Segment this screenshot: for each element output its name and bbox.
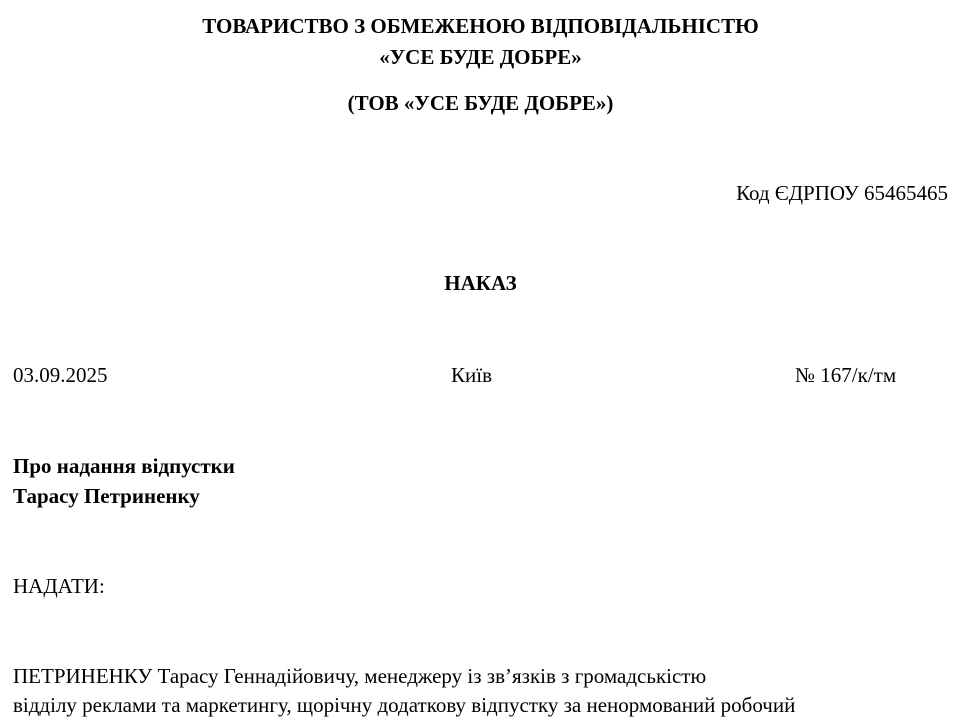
document-meta-row (0, 360, 961, 391)
document-date: 03.09.2025 (13, 363, 108, 387)
subject-line-2: Тарасу Петриненку (13, 484, 200, 508)
body-line-1: ПЕТРИНЕНКУ Тарасу Геннадійовичу, менеджеру із зв’язків з громадськістю (13, 664, 707, 688)
document-body (13, 662, 795, 720)
directive-heading: НАДАТИ: (13, 574, 105, 598)
document-city: Київ (451, 363, 492, 387)
organization-full-name-line2: «УСЕ БУДЕ ДОБРЕ» (379, 45, 582, 69)
edrpou-code: Код ЄДРПОУ 65465465 (736, 181, 948, 205)
document-subject (13, 451, 235, 511)
organization-short-name: (ТОВ «УСЕ БУДЕ ДОБРЕ») (347, 91, 614, 115)
document-number: № 167/к/тм (795, 363, 897, 387)
document-type-title: НАКАЗ (444, 271, 517, 295)
organization-full-name-line1: ТОВАРИСТВО З ОБМЕЖЕНОЮ ВІДПОВІДАЛЬНІСТЮ (202, 14, 759, 38)
subject-line-1: Про надання відпустки (13, 454, 235, 478)
body-line-2: відділу реклами та маркетингу, щорічну додаткову відпустку за ненормований робочий (13, 693, 796, 717)
